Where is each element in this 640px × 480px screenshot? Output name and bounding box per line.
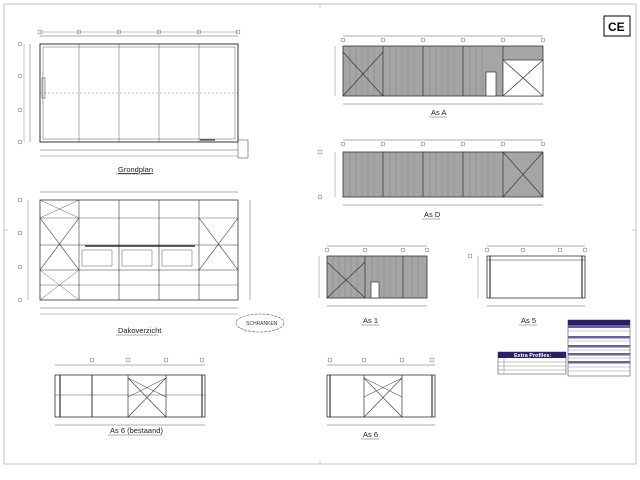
label-as-6: As 6 xyxy=(363,430,379,439)
grondplan-view xyxy=(18,30,248,158)
cloud-note-text: SCHRANKEN xyxy=(246,321,278,327)
label-as-d: As D xyxy=(424,210,441,219)
as-5-view xyxy=(468,246,587,306)
ce-mark-text: CE xyxy=(608,20,625,34)
extra-profiles-table xyxy=(498,352,566,374)
as-6-view xyxy=(327,358,435,425)
label-grondplan: Grondplan xyxy=(118,165,154,174)
ce-mark xyxy=(604,16,630,36)
as-6-bestaand-view xyxy=(55,358,205,425)
label-dakoverzicht: Dakoverzicht xyxy=(118,326,162,335)
label-as-5: As 5 xyxy=(521,316,537,325)
as-a-view xyxy=(335,36,545,104)
label-as-6-bestaand: As 6 (bestaand) xyxy=(110,426,163,435)
as-1-view xyxy=(319,246,429,306)
label-as-1: As 1 xyxy=(363,316,379,325)
as-d-view xyxy=(318,140,545,205)
title-block xyxy=(568,320,630,376)
label-as-a: As A xyxy=(431,108,447,117)
cloud-note xyxy=(236,314,284,332)
dakoverzicht-view xyxy=(18,192,250,314)
extra-profiles-title: Extra Profiles: xyxy=(514,353,552,359)
